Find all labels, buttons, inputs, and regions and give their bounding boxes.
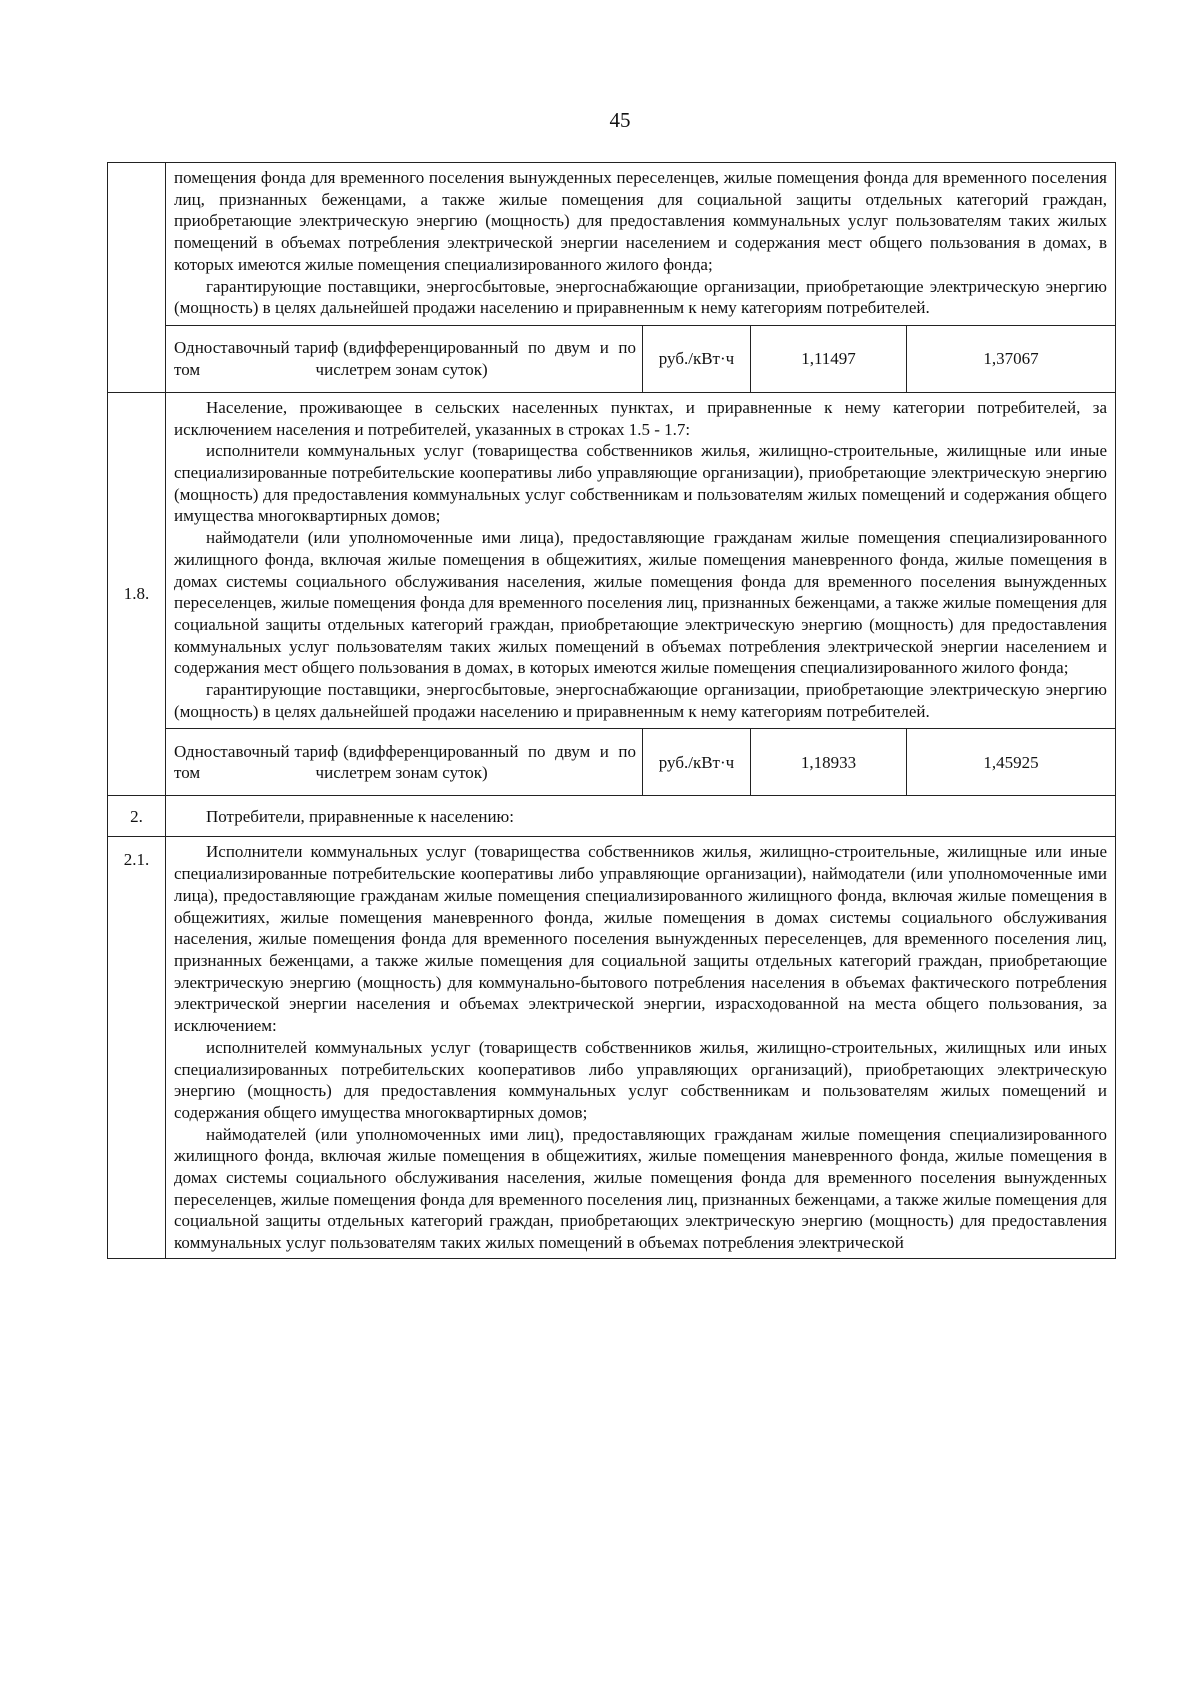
tariff-name — [166, 326, 642, 392]
tariff-value-second-half: 1,37067 — [906, 326, 1115, 392]
row-number-cell — [108, 163, 166, 393]
row-text-cell — [166, 392, 1116, 796]
tariff-line — [166, 325, 1115, 392]
paragraph: наймодателей (или уполномоченных ими лиц), предоставляющих гражданам жилые помещения специализированного жилищного фонда, включая жилые помещения в общежитиях, жилые помещения маневренного фонда, жилые помещения в домах системы социального обслуживания населения, жилые помещения фонда для временного поселения вынужденных переселенцев, жилые помещения фонда для временного поселения лиц, признанных беженцами, а также жилые помещения для социальной защиты отдельных категорий граждан, приобретающих электрическую энергию (мощность) для предоставления коммунальных услуг пользователям таких жилых помещений в объемах потребления электрической — [174, 1124, 1107, 1253]
tariff-value-second-half: 1,45925 — [906, 729, 1115, 795]
row-text-cell — [166, 796, 1116, 837]
table-row-2-1 — [108, 837, 1116, 1258]
tariff-value-first-half: 1,18933 — [750, 729, 906, 795]
page-number: 45 — [609, 108, 631, 132]
tariff-table — [107, 162, 1116, 1259]
tariff-unit: руб./кВт·ч — [642, 729, 750, 795]
paragraph: наймодатели (или уполномоченные ими лица), предоставляющие гражданам жилые помещения специализированного жилищного фонда, включая жилые помещения в общежитиях, жилые помещения маневренного фонда, жилые помещения в домах системы социального обслуживания населения, жилые помещения фонда для временного поселения вынужденных переселенцев, жилые помещения фонда для временного поселения лиц, признанных беженцами, а также жилые помещения для социальной защиты отдельных категорий граждан, приобретающие электрическую энергию (мощность) для предоставления коммунальных услуг пользователям таких жилых помещений в объемах потребления электрической энергии населением и содержания мест общего пользования в домах, в которых имеются жилые помещения специализированного жилого фонда; — [174, 528, 1107, 678]
paragraph: исполнители коммунальных услуг (товарищества собственников жилья, жилищно-строительные, жилищные или иные специализированные потребительские кооперативы либо управляющие организации), приобретающие электрическую энергию (мощность) для предоставления коммунальных услуг собственникам и пользователям жилых помещений и содержания общего имущества многоквартирных домов; — [174, 441, 1107, 526]
tariff-name-line: Одноставочный тариф (в том числе — [174, 338, 357, 379]
paragraph: гарантирующие поставщики, энергосбытовые, энергоснабжающие организации, приобретающие электрическую энергию (мощность) в целях дальнейшей продажи населению и приравненным к нему категориям потребителей. — [174, 680, 1107, 721]
tariff-name-line: дифференцированный по двум и по трем зонам суток) — [356, 741, 636, 783]
tariff-name — [166, 729, 642, 795]
tariff-name-line: Одноставочный тариф (в том числе — [174, 741, 357, 783]
paragraph: помещения фонда для временного поселения вынужденных переселенцев, жилые помещения фонда для временного поселения лиц, признанных беженцами, а также жилые помещения для социальной защиты отдельных категорий граждан, приобретающие электрическую энергию (мощность) для предоставления коммунальных услуг пользователям таких жилых помещений в объемах потребления электрической энергии населением и содержания мест общего пользования в домах, в которых имеются жилые помещения специализированного жилого фонда; — [174, 168, 1107, 274]
tariff-value-first-half: 1,11497 — [750, 326, 906, 392]
row-text-cell — [166, 837, 1116, 1258]
row-number-cell: 2. — [108, 796, 166, 837]
section-heading: Потребители, приравненные к населению: — [206, 806, 514, 826]
row-number-cell: 1.8. — [108, 392, 166, 796]
paragraph: Исполнители коммунальных услуг (товарищества собственников жилья, жилищно-строительные, жилищные или иные специализированные потребительские кооперативы либо управляющие организации), наймодатели (или уполномоченные ими лица), предоставляющие гражданам жилые помещения специализированного жилищного фонда, включая жилые помещения в общежитиях, жилые помещения маневренного фонда, жилые помещения в домах системы социального обслуживания населения, жилые помещения фонда для временного поселения вынужденных переселенцев, для временного поселения лиц, признанных беженцами, а также жилые помещения для социальной защиты отдельных категорий граждан, приобретающие электрическую энергию (мощность) для коммунально-бытового потребления населения в объемах фактического потребления электрической энергии населения и объемах электрической энергии, израсходованной на места общего пользования, за исключением: — [174, 842, 1107, 1036]
tariff-name-line: дифференцированный по двум и по трем зонам суток) — [356, 338, 636, 379]
tariff-line — [166, 728, 1115, 795]
table-row-continuation — [108, 163, 1116, 393]
tariff-unit: руб./кВт·ч — [642, 326, 750, 392]
table-row-1-8 — [108, 392, 1116, 796]
paragraph: исполнителей коммунальных услуг (товариществ собственников жилья, жилищно-строительных, жилищных или иных специализированных потребительских кооперативов либо управляющих организаций), приобретающих электрическую энергию (мощность) для предоставления коммунальных услуг собственникам и пользователям жилых помещений и содержания общего имущества многоквартирных домов; — [174, 1037, 1107, 1122]
row-text-cell — [166, 163, 1116, 393]
paragraph: гарантирующие поставщики, энергосбытовые, энергоснабжающие организации, приобретающие электрическую энергию (мощность) в целях дальнейшей продажи населению и приравненным к нему категориям потребителей. — [174, 276, 1107, 318]
row-number-cell: 2.1. — [108, 837, 166, 1258]
paragraph: Население, проживающее в сельских населенных пунктах, и приравненные к нему категории потребителей, за исключением населения и потребителей, указанных в строках 1.5 - 1.7: — [174, 397, 1107, 439]
table-row-2 — [108, 796, 1116, 837]
